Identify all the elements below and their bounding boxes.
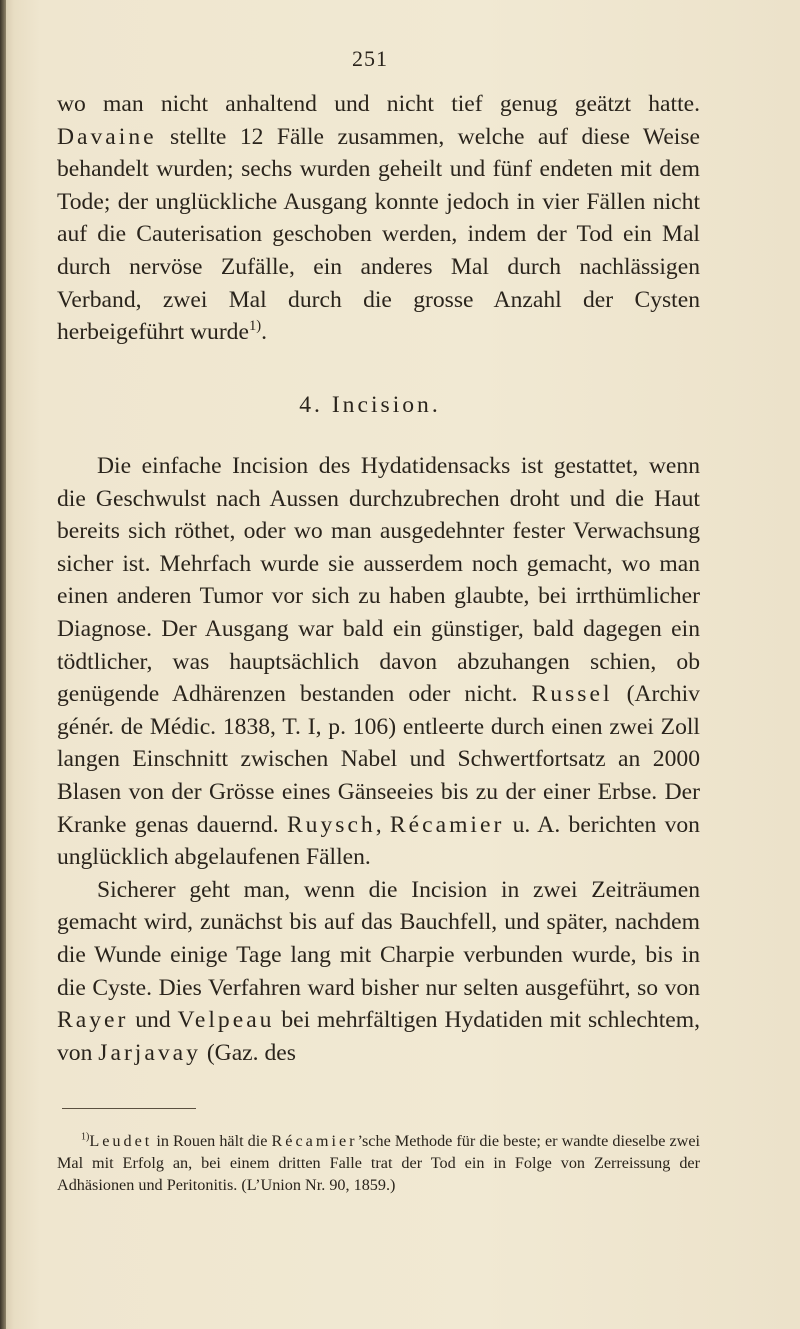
paragraph-1-part-c: . [261,319,268,346]
page-number: 251 [352,46,388,71]
footnote-text [57,1130,700,1196]
author-name-ruysch: Ruysch [286,811,376,838]
paragraph-2-part-c: u. A. berichten von unglücklich abgelaufenen Fällen. [57,811,700,871]
footnote-name-recamier: Récamier [271,1132,358,1150]
paragraph-2-part-a: Die einfache Incision des Hydatidensacks ist gestattet, wenn die Geschwulst nach Aussen durchzubrechen droht und die Haut bereits sich röthet, oder wo man ausgedehnter fester Verwachsung sicher ist. Mehrfach wurde sie ausserdem noch gemacht, wo man einen anderen Tumor vor sich zu haben glaubte, bei irrthümlicher Diagnose. Der Ausgang war bald ein günstiger, bald dagegen ein tödtlicher, was hauptsächlich davon abzuhangen schien, ob genügende Adhärenzen bestanden oder nicht. [57,453,700,708]
author-name-davaine: Davaine [57,123,157,150]
footnote-part-a: in Rouen hält die [156,1132,268,1150]
footnote [57,1130,700,1196]
footnote-marker: 1) [81,1131,90,1143]
body-text-main [57,450,700,1069]
paragraph-2 [57,450,700,874]
author-name-jarjavay: Jarjavay [98,1039,201,1066]
author-name-rayer: Rayer [57,1007,129,1034]
author-name-velpeau: Velpeau [177,1007,275,1034]
paragraph-3-part-a: Sicherer geht man, wenn die Incision in zwei Zeiträumen gemacht wird, zunächst bis auf das Bauchfell, und später, nachdem die Wunde einige Tage lang mit Charpie verbunden wurde, bis in die Cyste. Dies Verfahren ward bisher nur selten ausgeführt, so von [57,876,700,1001]
footnote-divider [62,1108,196,1109]
paragraph-1-part-a: wo man nicht anhaltend und nicht tief genug geätzt hatte. [57,91,700,117]
paragraph-3 [57,874,700,1070]
paragraph-1 [57,88,700,349]
page-spine-shadow [0,0,6,1329]
footnote-part-b: ’sche Methode für die beste; er wandte dieselbe zwei Mal mit Erfolg an, bei einem dritten Falle trat der Tod ein in Folge von Zerreissung der Adhäsionen und Peritonitis. (L’Union Nr. 90, 1859.) [57,1132,701,1194]
body-text-top [57,88,700,349]
paragraph-3-part-c: (Gaz. des [206,1039,296,1066]
paragraph-3-conjunction: und [135,1007,171,1034]
author-name-russel: Russel [531,681,613,708]
paragraph-1-part-b: stellte 12 Fälle zusammen, welche auf diese Weise behandelt wurden; sechs wurden geheilt und fünf endeten mit dem Tode; der unglückliche Ausgang konnte jedoch in vier Fällen nicht auf die Cauterisation geschoben werden, indem der Tod ein Mal durch nervöse Zufälle, ein anderes Mal durch nachlässigen Verband, zwei Mal durch die grosse Anzahl der Cysten herbeigeführt wurde [57,123,700,346]
name-separator: , [375,811,382,838]
paragraph-3-part-b: bei mehrfältigen Hydatiden mit schlechtem, von [57,1007,700,1066]
section-heading: 4. Incision. [299,392,441,418]
footnote-name-leudet: Leudet [89,1132,153,1150]
footnote-reference[interactable]: 1) [248,318,262,335]
author-name-recamier: Récamier [389,811,505,838]
paragraph-2-part-b: (Archiv génér. de Médic. 1838, T. I, p. 106) entleerte durch einen zwei Zoll langen Einschnitt zwischen Nabel und Schwertfortsatz an 2000 Blasen von der Grösse eines Gänseeies bis zu der einer Erbse. Der Kranke genas dauernd. [57,681,700,838]
